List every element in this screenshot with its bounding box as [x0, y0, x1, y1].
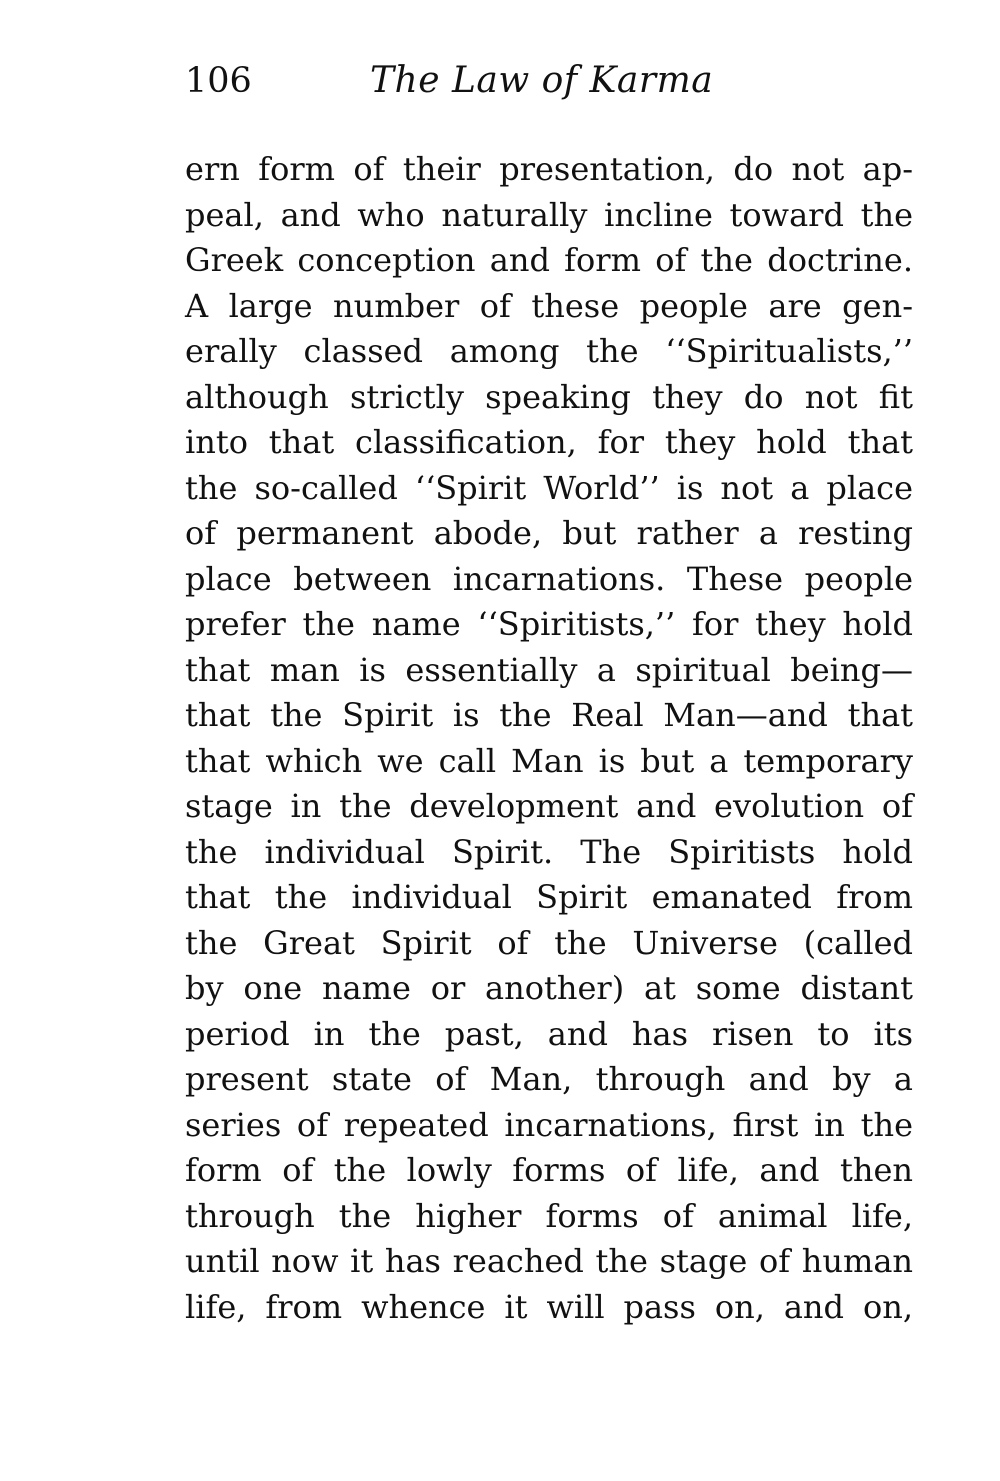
- text-line: the individual Spirit. The Spiritists hold: [185, 832, 913, 871]
- text-line: peal, and who naturally incline toward the: [185, 195, 913, 234]
- running-head: [185, 56, 915, 106]
- text-line: erally classed among the ‘‘Spiritualists,’’: [185, 332, 913, 370]
- text-line: through the higher forms of animal life,: [185, 1196, 913, 1235]
- text-line: of permanent abode, but rather a resting: [185, 514, 913, 552]
- text-line: that man is essentially a spiritual being—: [185, 650, 913, 689]
- page-number: 106: [185, 61, 252, 101]
- text-line: present state of Man, through and by a: [185, 1060, 913, 1098]
- text-line: into that classification, for they hold that: [185, 423, 913, 461]
- text-line: series of repeated incarnations, first in the: [185, 1105, 913, 1144]
- text-line: A large number of these people are gen-: [185, 286, 913, 325]
- text-line: the Great Spirit of the Universe (called: [185, 923, 913, 962]
- text-line: ern form of their presentation, do not ap-: [185, 150, 913, 188]
- text-line: life, from whence it will pass on, and on,: [185, 1287, 913, 1326]
- running-title: The Law of Karma: [370, 60, 714, 101]
- text-line: that the individual Spirit emanated from: [185, 878, 913, 916]
- text-line: stage in the development and evolution of: [185, 787, 913, 825]
- text-line: that which we call Man is but a temporary: [185, 741, 913, 780]
- text-line: form of the lowly forms of life, and then: [185, 1151, 913, 1189]
- text-line: by one name or another) at some distant: [185, 969, 913, 1007]
- text-line: prefer the name ‘‘Spiritists,’’ for they hold: [185, 605, 913, 643]
- text-line: Greek conception and form of the doctrine.: [185, 241, 913, 279]
- body-text: [185, 147, 913, 1330]
- text-line: although strictly speaking they do not fit: [185, 377, 913, 416]
- text-line: period in the past, and has risen to its: [185, 1014, 913, 1053]
- text-line: that the Spirit is the Real Man—and that: [185, 696, 913, 734]
- text-line: the so-called ‘‘Spirit World’’ is not a place: [185, 468, 913, 507]
- text-line: until now it has reached the stage of human: [185, 1242, 913, 1280]
- text-line: place between incarnations. These people: [185, 559, 913, 598]
